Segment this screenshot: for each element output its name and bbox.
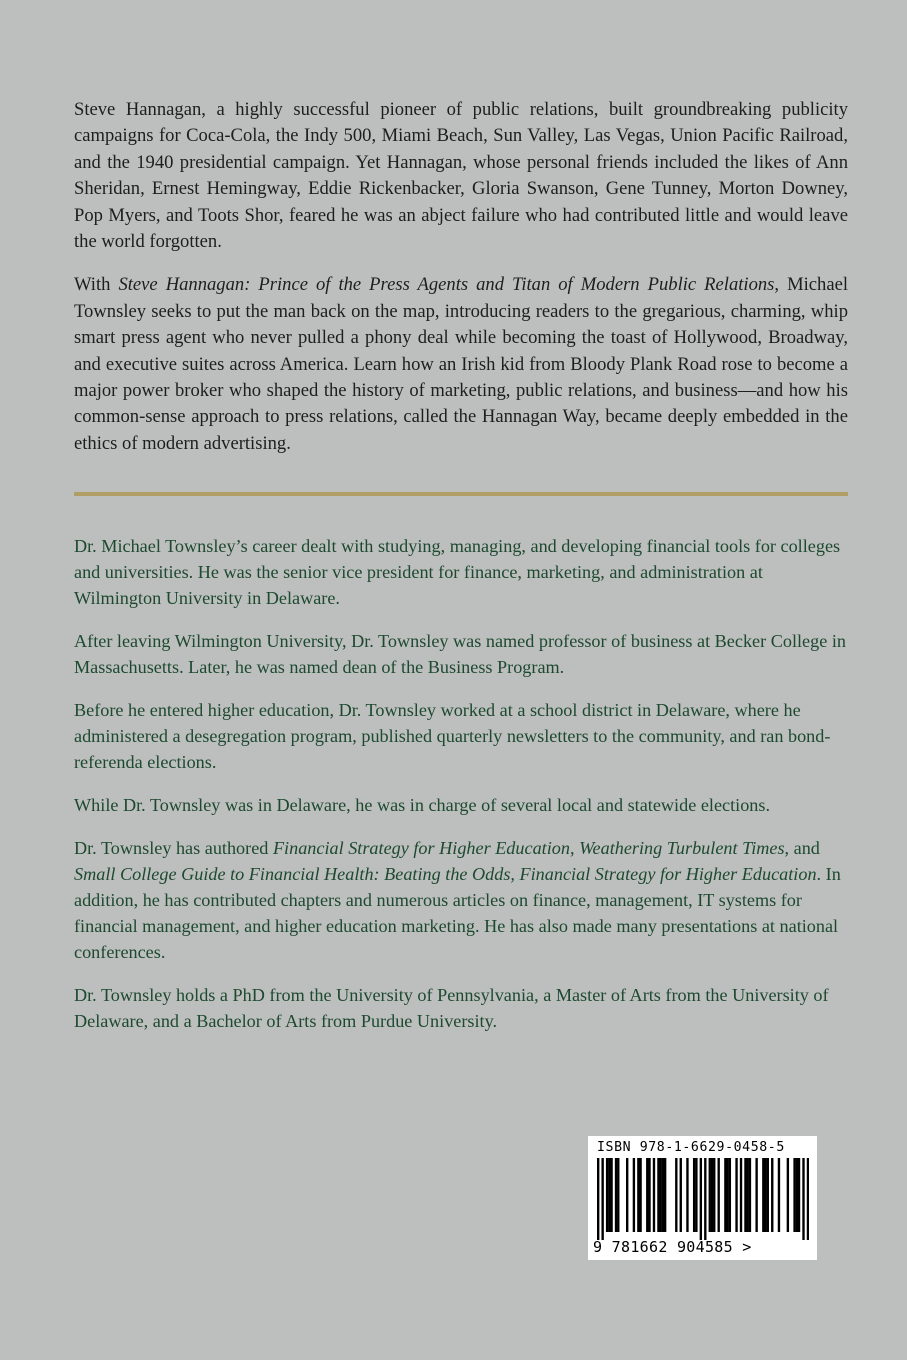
barcode-bar	[597, 1158, 599, 1240]
book-description	[74, 97, 848, 474]
author-bio	[74, 533, 848, 1051]
bio-paragraph-4: While Dr. Townsley was in Delaware, he was in charge of several local and statewide elections.	[74, 795, 771, 815]
barcode-bar	[796, 1158, 798, 1232]
barcode-bar	[767, 1158, 769, 1232]
book-title-2: Weathering Turbulent Times	[579, 838, 785, 858]
bio-paragraph-1: Dr. Michael Townsley’s career dealt with studying, managing, and developing financial tools for colleges and universities. He was the senior vice president for finance, marketing, and administration at Wilmington University in Delaware.	[74, 536, 841, 608]
barcode-bar	[617, 1158, 619, 1232]
barcode-bar	[762, 1158, 764, 1232]
bio-rest: . In addition, he has contributed chapters and numerous articles on finance, management, IT systems for financial management, and higher education marketing. He has also made many presentations at national conferences.	[74, 864, 841, 962]
barcode-bar	[601, 1158, 603, 1240]
barcode-bar	[724, 1158, 726, 1232]
barcode-bar	[608, 1158, 610, 1232]
book-title: Steve Hannagan: Prince of the Press Agents and Titan of Modern Public Relations	[118, 274, 775, 296]
barcode-bar	[802, 1158, 804, 1240]
description-paragraph-1: Steve Hannagan, a highly successful pioneer of public relations, built groundbreaking publicity campaigns for Coca-Cola, the Indy 500, Miami Beach, Sun Valley, Las Vegas, Union Pacific Railroad, and the 1940 presidential campaign. Yet Hannagan, whose personal friends included the likes of Ann Sheridan, Ernest Hemingway, Eddie Rickenbacker, Gloria Swanson, Gene Tunney, Morton Downey, Pop Myers, and Toots Shor, feared he was an abject failure who had contributed little and would leave the world forgotten.	[74, 99, 848, 253]
barcode-bar	[735, 1158, 737, 1232]
barcode-bar	[749, 1158, 751, 1232]
barcode-bar	[646, 1158, 648, 1232]
barcode-bar	[626, 1158, 628, 1232]
barcode-bar	[747, 1158, 749, 1232]
barcode-bar	[695, 1158, 697, 1232]
barcode-bar	[798, 1158, 800, 1232]
barcode-bar	[693, 1158, 695, 1232]
barcode-bar	[778, 1158, 780, 1232]
barcode-graphic	[597, 1158, 809, 1240]
barcode-bar	[807, 1158, 809, 1240]
isbn-label: ISBN 978-1-6629-0458-5	[597, 1140, 785, 1155]
barcode-bar	[755, 1158, 757, 1232]
barcode-bar	[771, 1158, 773, 1232]
separator: , and	[784, 838, 820, 858]
barcode-bar	[744, 1158, 746, 1232]
barcode-bar	[711, 1158, 713, 1232]
description-rest: , Michael Townsley seeks to put the man back on the map, introducing readers to the gregarious, charming, whip smart press agent who never pulled a phony deal while becoming the toast of Hollywood, Broadway, and executive suites across America. Learn how an Irish kid from Bloody Plank Road rose to become a major power broker who shaped the history of marketing, public relations, and business—and how his common-sense approach to press relations, called the Hannagan Way, became deeply embedded in the ethics of modern advertising.	[74, 274, 848, 454]
barcode-bar	[633, 1158, 635, 1232]
separator: ,	[569, 838, 580, 858]
bio-paragraph-6: Dr. Townsley holds a PhD from the University of Pennsylvania, a Master of Arts from the University of Delaware, and a Bachelor of Arts from Purdue University.	[74, 985, 829, 1031]
section-divider	[74, 492, 848, 496]
description-paragraph-2	[74, 272, 848, 457]
barcode-bar	[615, 1158, 617, 1232]
barcode-bar	[637, 1158, 639, 1232]
barcode-bar	[648, 1158, 650, 1232]
barcode-bar	[718, 1158, 720, 1232]
barcode-bar	[709, 1158, 711, 1232]
barcode-bar	[610, 1158, 612, 1232]
barcode-bar	[606, 1158, 608, 1232]
barcode-bar	[787, 1158, 789, 1232]
barcode-bar	[726, 1158, 728, 1232]
ean-digits: 9 781662 904585 >	[593, 1238, 752, 1256]
bio-lead: Dr. Townsley has authored	[74, 838, 273, 858]
bio-paragraph-3: Before he entered higher education, Dr. Townsley worked at a school district in Delaware, where he administered a desegregation program, published quarterly newsletters to the community, and ran bond-referenda elections.	[74, 700, 831, 772]
book-title-1: Financial Strategy for Higher Education	[272, 838, 570, 858]
bio-paragraph-2: After leaving Wilmington University, Dr. Townsley was named professor of business at Becker College in Massachusetts. Later, he was named dean of the Business Program.	[74, 631, 846, 677]
barcode-bar	[657, 1158, 659, 1232]
barcode-bar	[700, 1158, 702, 1240]
barcode-bar	[764, 1158, 766, 1232]
barcode-bar	[664, 1158, 666, 1232]
barcode-bar	[639, 1158, 641, 1232]
barcode-bar	[686, 1158, 688, 1232]
barcode-bar	[675, 1158, 677, 1232]
description-lead: With	[74, 274, 119, 296]
barcode-bar	[793, 1158, 795, 1232]
barcode-bar	[659, 1158, 661, 1232]
book-title-3: Small College Guide to Financial Health: Beating the Odds, Financial Strategy for Higher Education	[74, 864, 817, 884]
barcode-bar	[729, 1158, 731, 1232]
bio-paragraph-5	[74, 835, 848, 965]
barcode-bar	[704, 1158, 706, 1240]
barcode-bar	[662, 1158, 664, 1232]
barcode-bar	[740, 1158, 742, 1232]
barcode-bar	[653, 1158, 655, 1232]
barcode-bar	[680, 1158, 682, 1232]
barcode-bar	[713, 1158, 715, 1232]
